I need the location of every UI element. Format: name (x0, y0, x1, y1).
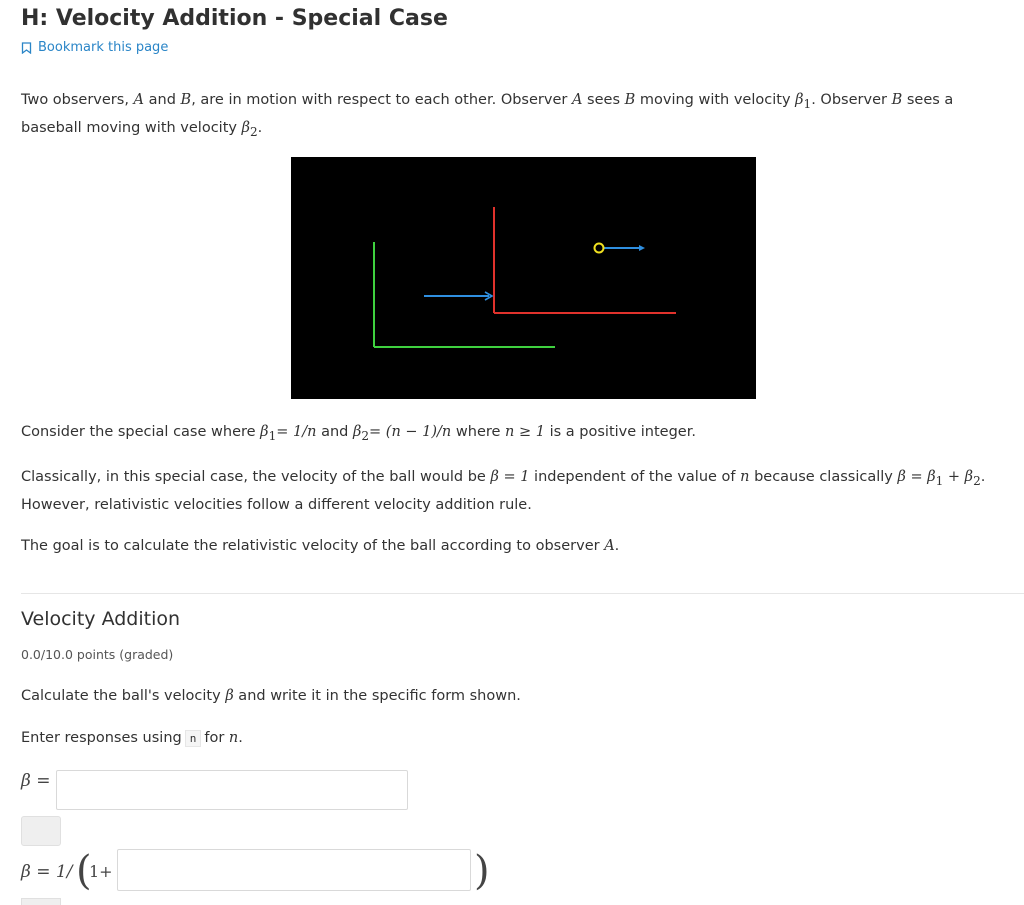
one-plus-label: 1+ (89, 862, 113, 881)
animation-video[interactable] (291, 157, 756, 399)
problem-title: Velocity Addition (21, 608, 181, 630)
bookmark-label: Bookmark this page (38, 40, 169, 55)
bookmark-icon (21, 42, 32, 54)
enter-instruction: Enter responses using n for n. (21, 730, 243, 746)
goal-paragraph: The goal is to calculate the relativistic velocity of the ball according to observer A. (21, 538, 620, 554)
status-indicator (21, 816, 61, 846)
classical-paragraph: Classically, in this special case, the velocity of the ball would be β = 1 independent of the value of n because classically $\beta = \beta_1 + \beta_2$. However, relativistic velocities follow a different velocity addition rule. (21, 469, 986, 513)
frames-animation (291, 157, 756, 399)
answer-input-1[interactable] (56, 770, 408, 810)
intro-paragraph: Two observers, A and B, are in motion with respect to each other. Observer A sees B moving with velocity $\beta_1$. Observer B sees a baseball moving with velocity $\beta_2$. (21, 92, 954, 139)
answer-input-2[interactable] (117, 849, 471, 891)
paren-left: ( (76, 848, 92, 894)
calc-instruction: Calculate the ball's velocity β and write it in the specific form shown. (21, 688, 521, 704)
beta-label-1: β = (21, 771, 51, 791)
special-case-paragraph: Consider the special case where $\beta_1= 1/n$ and $\beta_2= (n - 1)/n$ where n ≥ 1 is a positive integer. (21, 424, 696, 443)
paren-right: ) (474, 848, 490, 894)
problem-points: 0.0/10.0 points (graded) (21, 647, 174, 662)
baseball (595, 244, 604, 253)
beta-label-2: β = 1/ (21, 862, 73, 882)
velocity-arrow-ball-head (639, 245, 645, 251)
page-title: H: Velocity Addition - Special Case (21, 6, 448, 31)
section-divider (21, 593, 1024, 594)
bookmark-link[interactable] (21, 40, 168, 55)
status-indicator-2 (21, 898, 61, 905)
code-n: n (185, 730, 202, 747)
